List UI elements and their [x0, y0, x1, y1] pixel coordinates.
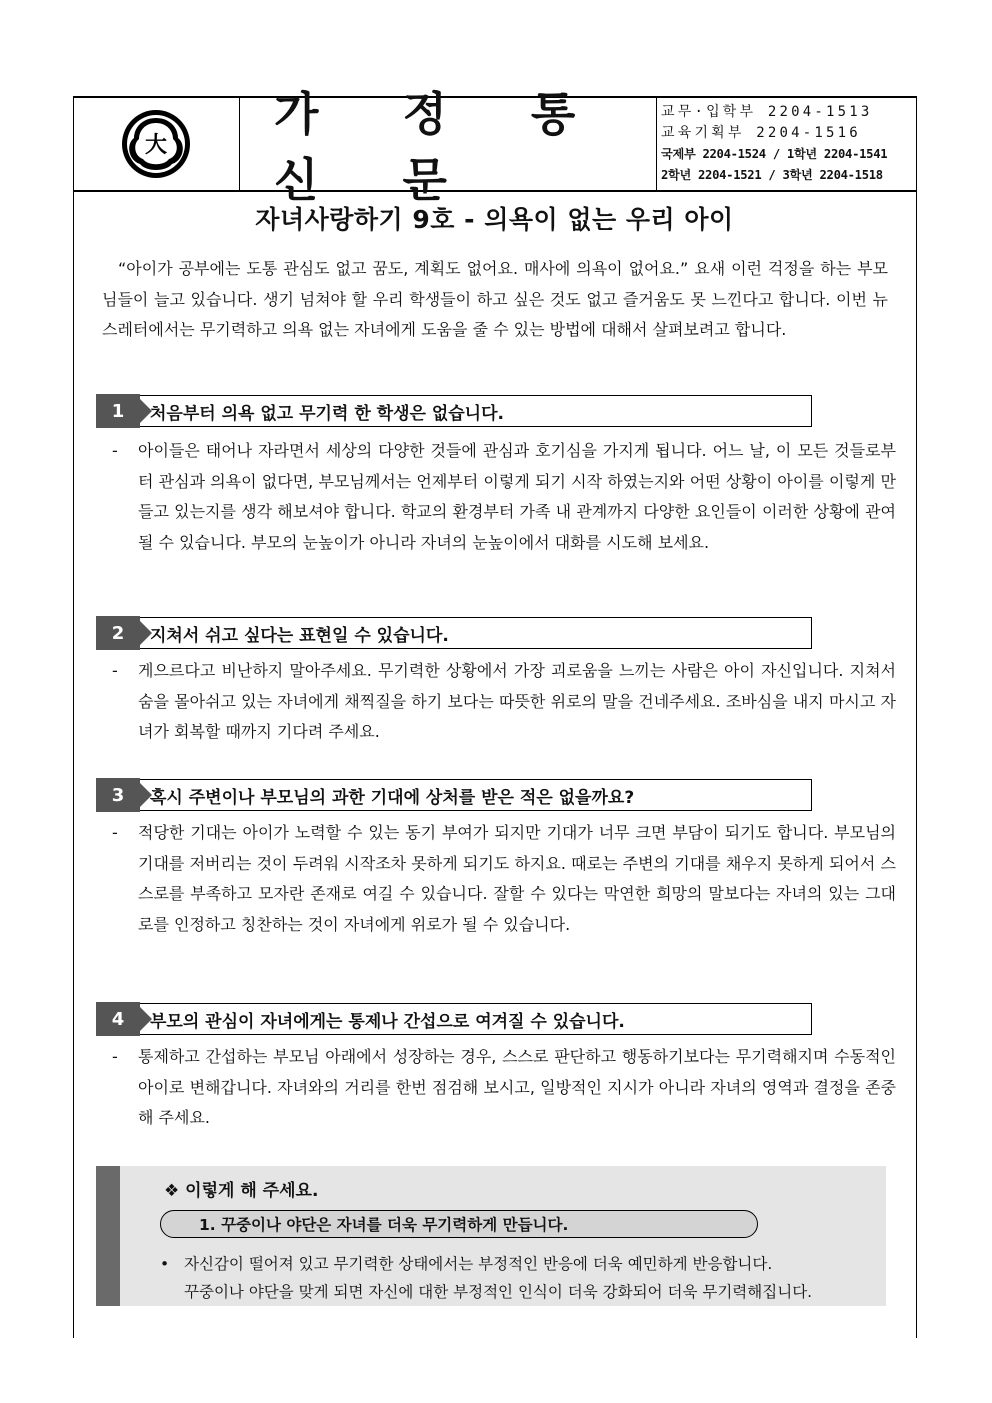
- school-emblem-icon: [116, 104, 196, 184]
- bullet-dot: •: [160, 1255, 170, 1273]
- section-text: 적당한 기대는 아이가 노력할 수 있는 동기 부여가 되지만 기대가 너무 크면 부담이 되기도 합니다. 부모님의 기대를 저버리는 것이 두려워 시작조차 못하게 되기도 하지요. 때로는 주변의 기대를 채우지 못하게 되어서 스스로를 부족하고 모자란 존재로 여길 수 있습니다. 잘할 수 있다는 막연한 희망의 말보다는 자녀의 있는 그대로를 인정하고 칭찬하는 것이 자녀에게 위로가 될 수 있습니다.: [138, 823, 896, 934]
- section-text: 통제하고 간섭하는 부모님 아래에서 성장하는 경우, 스스로 판단하고 행동하기보다는 무기력해지며 수동적인 아이로 변해갑니다. 자녀와의 거리를 한번 점검해 보시고, 일방적인 지시가 아니라 자녀의 영역과 결정을 존중해 주세요.: [138, 1047, 896, 1127]
- section-number: 4: [96, 1002, 140, 1036]
- title-cell: [240, 87, 657, 207]
- section-text: 아이들은 태어나 자라면서 세상의 다양한 것들에 관심과 호기심을 가지게 됩니다. 어느 날, 이 모든 것들로부터 관심과 의욕이 없다면, 부모님께서는 언제부터 이렇게 되기 시작 하였는지와 어떤 상황이 아이를 이렇게 만들고 있는지를 생각 해보셔야 합니다. 학교의 환경부터 가족 내 관계까지 다양한 요인들이 이러한 상황에 관여 될 수 있습니다. 부모의 눈높이가 아니라 자녀의 눈높이에서 대화를 시도해 보세요.: [138, 441, 896, 552]
- contact-line: 2학년 2204-1521 / 3학년 2204-1518: [661, 168, 883, 182]
- section-title: 처음부터 의욕 없고 무기력 한 학생은 없습니다.: [136, 395, 812, 427]
- section-4-body: [112, 1042, 896, 1134]
- document-title: 자녀사랑하기 9호 - 의욕이 없는 우리 아이: [255, 205, 734, 234]
- dash-bullet: -: [112, 441, 118, 460]
- newsletter-header: [73, 87, 916, 207]
- tip-heading: ❖ 이렇게 해 주세요.: [164, 1181, 319, 1201]
- dash-bullet: -: [112, 1047, 118, 1066]
- dash-bullet: -: [112, 661, 118, 680]
- svg-text:大: 大: [144, 133, 168, 158]
- section-1-header: [96, 394, 812, 428]
- tip-line: 자신감이 떨어져 있고 무기력한 상태에서는 부정적인 반응에 더욱 예민하게 반응합니다.: [184, 1255, 773, 1273]
- section-number: 3: [96, 778, 140, 812]
- contact-line: 교무·입학부 2204-1513: [661, 104, 873, 120]
- contact-list: [657, 98, 916, 190]
- section-3-header: [96, 778, 812, 812]
- section-2-body: [112, 656, 896, 748]
- tip-bullet: [160, 1250, 812, 1306]
- section-3-body: [112, 818, 896, 940]
- section-4-header: [96, 1002, 812, 1036]
- tip-line: 꾸중이나 야단을 맞게 되면 자신에 대한 부정적인 인식이 더욱 강화되어 더욱 무기력해집니다.: [184, 1283, 813, 1301]
- section-title: 혹시 주변이나 부모님의 과한 기대에 상처를 받은 적은 없을까요?: [136, 779, 812, 811]
- dash-bullet: -: [112, 823, 118, 842]
- tip-box: [96, 1166, 886, 1306]
- tip-pill: 1. 꾸중이나 야단은 자녀를 더욱 무기력하게 만듭니다.: [160, 1210, 758, 1238]
- section-number: 1: [96, 394, 140, 428]
- contact-line: 교육기획부 2204-1516: [661, 125, 861, 141]
- section-number: 2: [96, 616, 140, 650]
- newsletter-title: 가 정 통 신 문: [274, 87, 610, 207]
- section-text: 게으르다고 비난하지 말아주세요. 무기력한 상황에서 가장 괴로움을 느끼는 사람은 아이 자신입니다. 지쳐서 숨을 몰아쉬고 있는 자녀에게 채찍질을 하기 보다는 따뜻한 위로의 말을 건네주세요. 조바심을 내지 마시고 자녀가 회복할 때까지 기다려 주세요.: [138, 661, 896, 741]
- section-2-header: [96, 616, 812, 650]
- section-title: 지쳐서 쉬고 싶다는 표현일 수 있습니다.: [136, 617, 812, 649]
- intro-paragraph: “아이가 공부에는 도통 관심도 없고 꿈도, 계획도 없어요. 매사에 의욕이 없어요.” 요새 이런 걱정을 하는 부모님들이 늘고 있습니다. 생기 넘쳐야 할 우리 학생들이 하고 싶은 것도 없고 즐거움도 못 느낀다고 합니다. 이번 뉴스레터에서는 무기력하고 의욕 없는 자녀에게 도움을 줄 수 있는 방법에 대해서 살펴보려고 합니다.: [102, 259, 888, 339]
- section-title: 부모의 관심이 자녀에게는 통제나 간섭으로 여겨질 수 있습니다.: [136, 1003, 812, 1035]
- logo-cell: [73, 98, 240, 190]
- contact-line: 국제부 2204-1524 / 1학년 2204-1541: [661, 147, 888, 161]
- section-1-body: [112, 436, 896, 558]
